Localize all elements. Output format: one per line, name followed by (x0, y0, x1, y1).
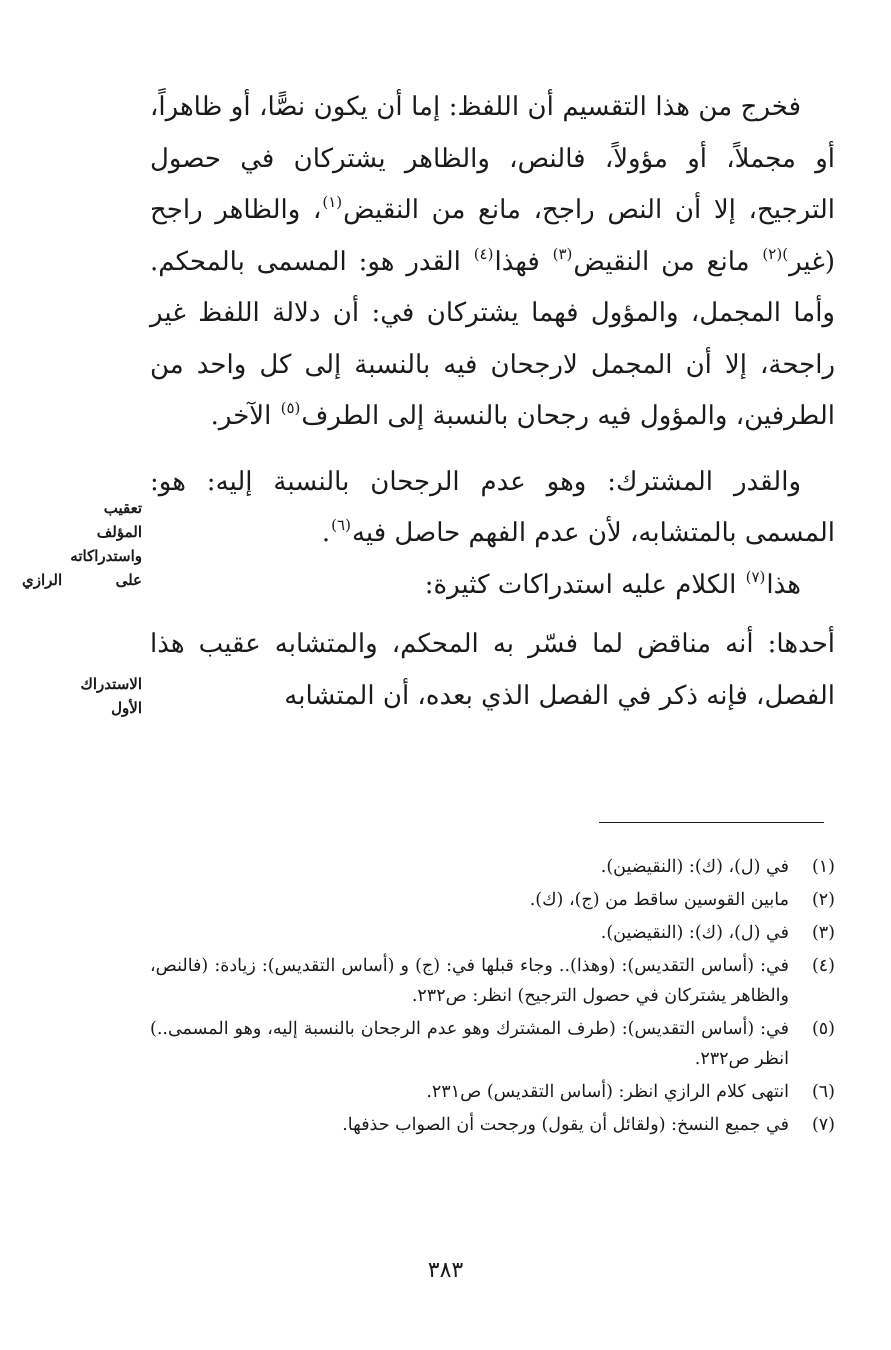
footnote-number: (٣) (811, 923, 835, 943)
footnote-item (150, 918, 835, 948)
footnote-separator (599, 822, 824, 823)
footnote-marker-3: (٣) (552, 244, 573, 263)
margin-note-line: على الرازي (22, 571, 142, 589)
text-run: هذا (766, 569, 801, 600)
footnote-marker-7: (٧) (745, 567, 766, 586)
footnote-text: في: (أساس التقديس): (وهذا).. وجاء قبلها في: (ج) و (أساس التقديس): زيادة: (فالنص، والظاهر يشتركان في حصول الترجيح) انظر: ص٢٣٢. (150, 956, 789, 1006)
text-run: مانع من النقيض (573, 246, 762, 277)
text-run: أحدها: أنه مناقض لما فسّر به المحكم، والمتشابه عقيب هذا الفصل، فإنه ذكر في الفصل الذي بعده، أن المتشابه (150, 629, 835, 711)
text-run: ، والظاهر راجح (غير (150, 195, 835, 277)
footnote-item (150, 852, 835, 882)
margin-note-line: واستدراكاته (70, 547, 142, 565)
text-run: الكلام عليه استدراكات كثيرة: (424, 569, 745, 600)
footnotes (150, 852, 835, 1143)
footnote-marker-6: (٦) (331, 516, 351, 534)
footnote-number: (٥) (811, 1019, 835, 1039)
footnote-item (150, 885, 835, 915)
margin-note-line: الأول (111, 699, 142, 717)
footnote-text: انتهى كلام الرازي انظر: (أساس التقديس) ص٢٣١. (426, 1082, 789, 1102)
footnote-number: (٤) (811, 956, 835, 976)
footnote-marker-2: )(٢) (762, 244, 789, 263)
footnote-number: (٦) (811, 1082, 835, 1102)
text-run: فهذا (494, 246, 552, 277)
text-run: الآخر. (210, 401, 280, 431)
text-run: فخرج من هذا التقسيم أن اللفظ: إما أن يكون نصًّا، أو ظاهراً، أو مجملاً، أو مؤولاً، فالنص، والظاهر يشتركان في حصول الترجيح، إلا أن النص راجح، مانع من النقيض (150, 92, 835, 225)
paragraph-4 (150, 619, 835, 722)
footnote-item (150, 1110, 835, 1140)
footnote-number: (٢) (811, 890, 835, 910)
footnote-item (150, 951, 835, 1011)
margin-note-line: الاستدراك (80, 675, 142, 693)
main-text (150, 82, 835, 722)
footnote-text: في (ل)، (ك): (النقيضين). (600, 923, 789, 943)
text-run: . (321, 518, 331, 548)
paragraph-1 (150, 82, 835, 443)
footnote-text: في جميع النسخ: (ولقائل أن يقول) ورجحت أن الصواب حذفها. (342, 1115, 789, 1135)
margin-note-first-objection (22, 672, 142, 720)
footnote-item (150, 1014, 835, 1074)
paragraph-2 (150, 457, 835, 560)
footnote-text: مابين القوسين ساقط من (ج)، (ك). (529, 890, 789, 910)
footnote-number: (١) (811, 857, 835, 877)
margin-note-line: تعقيب (103, 499, 142, 517)
footnote-marker-5: (٥) (280, 399, 301, 417)
footnote-text: في: (أساس التقديس): (طرف المشترك وهو عدم الرجحان بالنسبة إليه، وهو المسمى..) انظر ص٢٣٢. (150, 1019, 789, 1069)
margin-note-line: المؤلف (96, 523, 142, 541)
footnote-marker-1: (١) (322, 193, 343, 211)
footnote-marker-4: (٤) (473, 244, 494, 263)
paragraph-3 (150, 560, 835, 612)
footnote-text: في (ل)، (ك): (النقيضين). (600, 857, 789, 877)
text-run: والقدر المشترك: وهو عدم الرجحان بالنسبة إليه: هو: المسمى بالمتشابه، لأن عدم الفهم حاصل فيه (150, 466, 835, 548)
footnote-item (150, 1077, 835, 1107)
footnote-number: (٧) (811, 1115, 835, 1135)
text-run: القدر هو: المسمى بالمحكم. وأما المجمل، والمؤول فهما يشتركان في: أن دلالة اللفظ غير راجحة، إلا أن المجمل لارجحان فيه بالنسبة إلى كل واحد من الطرفين، والمؤول فيه رجحان بالنسبة إلى الطرف (150, 246, 835, 431)
margin-note-author-comment (22, 496, 142, 592)
page-number: ٣٨٣ (427, 1258, 464, 1283)
